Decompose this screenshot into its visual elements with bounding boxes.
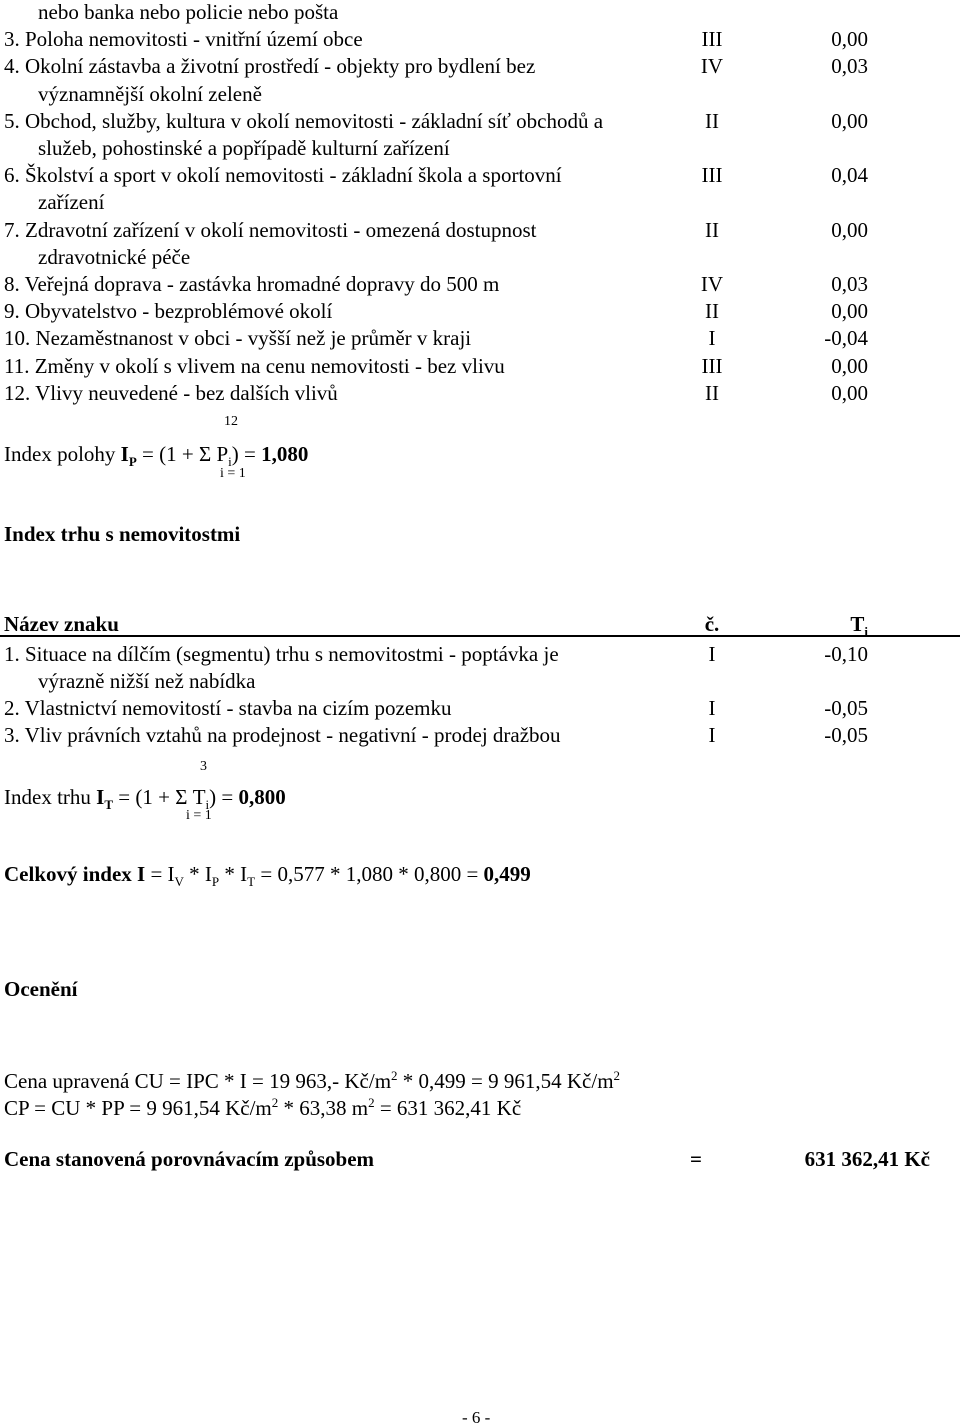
criterion-value: 0,00 [831, 299, 868, 324]
criterion-name-continued: služeb, pohostinské a popřípadě kulturní zařízení [38, 136, 450, 160]
list-item [0, 245, 960, 273]
criterion-name-continued: zařízení [38, 190, 105, 215]
market-index-result: 0,800 [238, 785, 286, 809]
criterion-name: 2. Vlastnictví nemovitostí - stavba na cizím pozemku [4, 696, 452, 720]
criterion-name: 12. Vlivy neuvedené - bez dalších vlivů [4, 380, 338, 405]
market-index-formula: Index trhu $I_T = (1 + \Sigma$ $T_i) = 0,800$ [4, 785, 286, 813]
criterion-value: -0,10 [824, 642, 868, 666]
final-price-line [0, 1147, 960, 1175]
total-index-line: Celkový index $I = I_V * I_P * I_T = 0,577 * 1,080 * 0,800 = 0,499$ [4, 862, 531, 890]
criterion-value: 0,00 [831, 27, 868, 52]
criterion-name: 5. Obchod, služby, kultura v okolí nemovitosti - základní síť obchodů a [4, 108, 604, 133]
final-price-value: 631 362,41 Kč [804, 1147, 930, 1171]
criterion-value: 0,00 [831, 353, 868, 378]
criterion-name: 9. Obyvatelstvo - bezproblémové okolí [4, 299, 333, 324]
list-item [0, 326, 960, 354]
criterion-class: I [708, 326, 716, 351]
list-item [0, 696, 960, 724]
list-item [0, 723, 960, 751]
criterion-value: 0,00 [831, 217, 868, 242]
criterion-value: -0,05 [824, 723, 868, 747]
location-index-formula: Index polohy $I_P = (1 + \Sigma$ $P_i) = 1,080$ [4, 442, 309, 470]
criterion-name: 3. Poloha nemovitosti - vnitřní území obce [4, 27, 363, 52]
valuation-title: Ocenění [4, 977, 78, 1001]
price-computation-line: CP = CU * PP = 9 961,54 $Kč/m^2 * 63,38$ $m^2 = 631$ 362,41 Kč [4, 1095, 522, 1120]
header-rule [0, 635, 960, 637]
criterion-class: II [705, 299, 719, 324]
list-item [0, 642, 960, 670]
sigma-symbol: Σ [198, 442, 212, 466]
list-item [0, 27, 960, 55]
market-sum-upper: 3 [200, 759, 207, 774]
criterion-class: II [705, 108, 719, 133]
list-item [0, 272, 960, 300]
location-sum-lower: i = 1 [220, 466, 246, 481]
market-section-title: Index trhu s nemovitostmi [4, 522, 241, 546]
criterion-name: 11. Změny v okolí s vlivem na cenu nemovitosti - bez vlivu [4, 353, 505, 378]
criterion-name: 4. Okolní zástavba a životní prostředí - objekty pro bydlení bez [4, 54, 536, 79]
header-class: č. [704, 612, 720, 636]
criterion-class: III [701, 163, 723, 188]
total-index-result: 0,499 [483, 862, 531, 886]
list-item [0, 190, 960, 218]
criterion-class: I [708, 723, 716, 747]
list-item [0, 82, 960, 110]
criterion-name: 8. Veřejná doprava - zastávka hromadné dopravy do 500 m [4, 272, 500, 296]
location-index-symbol: $I_P$ [120, 442, 137, 470]
criterion-name-continued: významnější okolní zeleně [38, 81, 262, 106]
criterion-value: -0,04 [824, 326, 868, 351]
page-number: - 6 - [462, 1408, 491, 1427]
list-item [0, 381, 960, 409]
sigma-symbol: Σ [175, 785, 188, 809]
criterion-name-continued: výrazně nižší než nabídka [38, 669, 256, 693]
criterion-class: I [708, 642, 716, 666]
criterion-name: 3. Vliv právních vztahů na prodejnost - negativní - prodej dražbou [4, 723, 561, 747]
final-price-equals: = [690, 1147, 702, 1171]
location-index-result: 1,080 [261, 442, 309, 466]
list-item [0, 54, 960, 82]
market-sum-lower: i = 1 [186, 808, 212, 823]
criterion-value: -0,05 [824, 696, 868, 720]
list-item [0, 669, 960, 697]
list-item [0, 0, 960, 28]
criterion-value: 0,00 [831, 108, 868, 133]
list-item [0, 109, 960, 137]
criterion-name: 6. Školství a sport v okolí nemovitosti - základní škola a sportovní [4, 163, 562, 188]
final-price-label: Cena stanovená porovnávacím způsobem [4, 1147, 375, 1171]
criterion-value: 0,03 [831, 272, 868, 296]
list-item [0, 299, 960, 327]
criterion-value: 0,03 [831, 54, 868, 79]
criterion-name-continued: nebo banka nebo policie nebo pošta [38, 0, 339, 24]
list-item [0, 136, 960, 164]
adjusted-price-line: Cena upravená CU = IPC * I = 19 963,- $Kč/m^2 * 0,499 = 9$ 961,54 $Kč/m^2$ [4, 1068, 621, 1093]
criterion-value: 0,04 [831, 163, 868, 188]
criterion-class: III [701, 353, 723, 378]
criterion-class: IV [700, 54, 724, 79]
criterion-name: 1. Situace na dílčím (segmentu) trhu s nemovitostmi - poptávka je [4, 642, 559, 666]
criterion-class: II [705, 217, 719, 242]
list-item [0, 354, 960, 382]
header-value: $T_i$ [850, 612, 868, 640]
list-item [0, 218, 960, 246]
criterion-value: 0,00 [831, 380, 868, 405]
market-index-symbol: $I_T$ [96, 785, 114, 813]
criterion-name-continued: zdravotnické péče [38, 244, 191, 269]
location-sum-upper: 12 [224, 414, 238, 429]
criterion-name: 7. Zdravotní zařízení v okolí nemovitosti - omezená dostupnost [4, 217, 537, 242]
criterion-class: II [705, 380, 719, 405]
list-item [0, 163, 960, 191]
criterion-class: I [708, 696, 716, 720]
criterion-name: 10. Nezaměstnanost v obci - vyšší než je průměr v kraji [4, 326, 472, 351]
criterion-class: III [701, 27, 723, 52]
header-name: Název znaku [4, 612, 119, 636]
criterion-class: IV [700, 272, 724, 296]
